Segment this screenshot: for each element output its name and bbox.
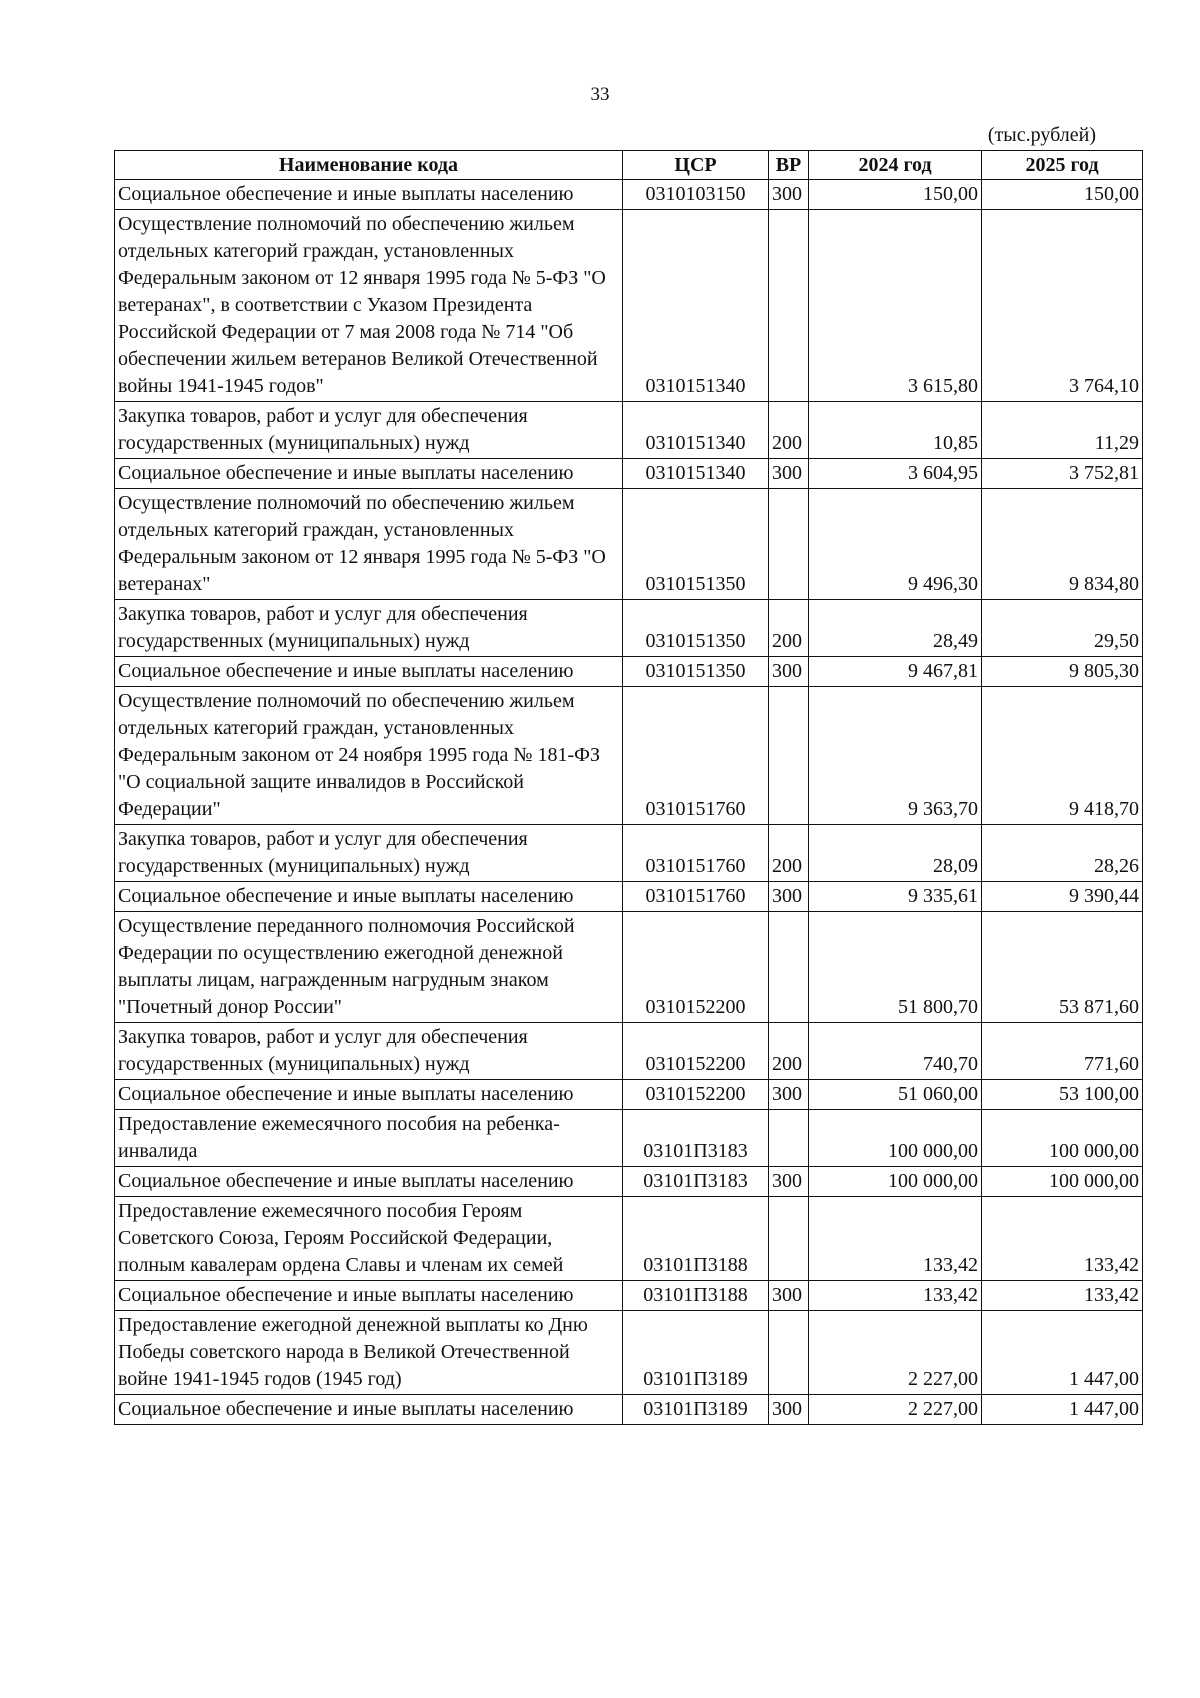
row-name: Социальное обеспечение и иные выплаты населению xyxy=(115,1395,623,1425)
row-csr: 0310152200 xyxy=(623,1023,769,1080)
row-vr: 300 xyxy=(769,657,809,687)
row-2025: 3 752,81 xyxy=(982,459,1143,489)
row-csr: 03101П3189 xyxy=(623,1395,769,1425)
units-label: (тыс.рублей) xyxy=(987,124,1096,146)
row-2024: 133,42 xyxy=(809,1197,982,1281)
row-csr: 03101П3183 xyxy=(623,1110,769,1167)
row-name: Социальное обеспечение и иные выплаты населению xyxy=(115,1167,623,1197)
row-2024: 2 227,00 xyxy=(809,1311,982,1395)
row-name: Социальное обеспечение и иные выплаты населению xyxy=(115,1080,623,1110)
header-vr: ВР xyxy=(769,151,809,180)
row-2025: 28,26 xyxy=(982,825,1143,882)
header-2024: 2024 год xyxy=(809,151,982,180)
row-vr xyxy=(769,1110,809,1167)
row-vr: 300 xyxy=(769,1080,809,1110)
row-2024: 51 060,00 xyxy=(809,1080,982,1110)
row-vr: 300 xyxy=(769,459,809,489)
row-csr: 03101П3188 xyxy=(623,1197,769,1281)
row-name: Предоставление ежемесячного пособия Героям Советского Союза, Героям Российской Федерации, полным кавалерам ордена Славы и членам их семей xyxy=(115,1197,623,1281)
table-row xyxy=(115,1167,1143,1197)
row-name: Закупка товаров, работ и услуг для обеспечения государственных (муниципальных) нужд xyxy=(115,1023,623,1080)
page-number: 33 xyxy=(590,84,610,105)
row-2024: 9 363,70 xyxy=(809,687,982,825)
row-vr xyxy=(769,1311,809,1395)
row-csr: 0310151340 xyxy=(623,402,769,459)
row-2025: 771,60 xyxy=(982,1023,1143,1080)
table-row xyxy=(115,825,1143,882)
row-2025: 100 000,00 xyxy=(982,1110,1143,1167)
row-vr: 300 xyxy=(769,882,809,912)
table-row xyxy=(115,210,1143,402)
row-vr: 300 xyxy=(769,1167,809,1197)
header-2025: 2025 год xyxy=(982,151,1143,180)
header-csr: ЦСР xyxy=(623,151,769,180)
row-2024: 9 467,81 xyxy=(809,657,982,687)
row-name: Социальное обеспечение и иные выплаты населению xyxy=(115,459,623,489)
row-csr: 0310103150 xyxy=(623,180,769,210)
row-name: Закупка товаров, работ и услуг для обеспечения государственных (муниципальных) нужд xyxy=(115,825,623,882)
row-2024: 3 604,95 xyxy=(809,459,982,489)
row-vr xyxy=(769,687,809,825)
row-2025: 53 100,00 xyxy=(982,1080,1143,1110)
row-vr xyxy=(769,489,809,600)
row-2024: 150,00 xyxy=(809,180,982,210)
row-vr: 300 xyxy=(769,1395,809,1425)
row-name: Социальное обеспечение и иные выплаты населению xyxy=(115,882,623,912)
row-name: Закупка товаров, работ и услуг для обеспечения государственных (муниципальных) нужд xyxy=(115,402,623,459)
row-2025: 150,00 xyxy=(982,180,1143,210)
row-vr xyxy=(769,210,809,402)
row-vr xyxy=(769,912,809,1023)
row-2024: 740,70 xyxy=(809,1023,982,1080)
header-name: Наименование кода xyxy=(115,151,623,180)
row-vr xyxy=(769,1197,809,1281)
row-csr: 0310152200 xyxy=(623,912,769,1023)
row-2024: 10,85 xyxy=(809,402,982,459)
row-name: Предоставление ежегодной денежной выплаты ко Дню Победы советского народа в Великой Отечественной войне 1941-1945 годов (1945 год) xyxy=(115,1311,623,1395)
row-2025: 100 000,00 xyxy=(982,1167,1143,1197)
table-row xyxy=(115,600,1143,657)
row-2024: 100 000,00 xyxy=(809,1167,982,1197)
row-2025: 133,42 xyxy=(982,1281,1143,1311)
row-name: Социальное обеспечение и иные выплаты населению xyxy=(115,180,623,210)
row-2025: 133,42 xyxy=(982,1197,1143,1281)
budget-table xyxy=(114,150,1143,1425)
table-row xyxy=(115,1197,1143,1281)
table-row xyxy=(115,657,1143,687)
table-row xyxy=(115,180,1143,210)
row-2024: 28,49 xyxy=(809,600,982,657)
row-2025: 11,29 xyxy=(982,402,1143,459)
row-2025: 1 447,00 xyxy=(982,1395,1143,1425)
row-2025: 29,50 xyxy=(982,600,1143,657)
row-2024: 51 800,70 xyxy=(809,912,982,1023)
row-csr: 0310151350 xyxy=(623,657,769,687)
row-csr: 03101П3183 xyxy=(623,1167,769,1197)
row-csr: 0310151340 xyxy=(623,210,769,402)
table-row xyxy=(115,402,1143,459)
table-row xyxy=(115,1080,1143,1110)
table-row xyxy=(115,1311,1143,1395)
row-2025: 9 418,70 xyxy=(982,687,1143,825)
table-row xyxy=(115,1395,1143,1425)
row-name: Социальное обеспечение и иные выплаты населению xyxy=(115,657,623,687)
table-row xyxy=(115,1281,1143,1311)
table-row xyxy=(115,459,1143,489)
row-name: Осуществление полномочий по обеспечению жильем отдельных категорий граждан, установленных Федеральным законом от 24 ноября 1995 года № 181-ФЗ "О социальной защите инвалидов в Российской Федерации" xyxy=(115,687,623,825)
table-header-row xyxy=(115,151,1143,180)
row-name: Осуществление полномочий по обеспечению жильем отдельных категорий граждан, установленных Федеральным законом от 12 января 1995 года № 5-ФЗ "О ветеранах" xyxy=(115,489,623,600)
table-row xyxy=(115,882,1143,912)
row-csr: 0310151340 xyxy=(623,459,769,489)
table-row xyxy=(115,1023,1143,1080)
row-vr: 200 xyxy=(769,825,809,882)
row-name: Предоставление ежемесячного пособия на ребенка-инвалида xyxy=(115,1110,623,1167)
row-2025: 53 871,60 xyxy=(982,912,1143,1023)
row-vr: 200 xyxy=(769,600,809,657)
row-vr: 300 xyxy=(769,1281,809,1311)
row-2025: 9 834,80 xyxy=(982,489,1143,600)
row-name: Закупка товаров, работ и услуг для обеспечения государственных (муниципальных) нужд xyxy=(115,600,623,657)
row-2025: 9 805,30 xyxy=(982,657,1143,687)
row-csr: 03101П3189 xyxy=(623,1311,769,1395)
row-2025: 9 390,44 xyxy=(982,882,1143,912)
row-2024: 9 496,30 xyxy=(809,489,982,600)
row-2024: 3 615,80 xyxy=(809,210,982,402)
table-row xyxy=(115,687,1143,825)
row-csr: 0310152200 xyxy=(623,1080,769,1110)
row-csr: 0310151350 xyxy=(623,489,769,600)
row-csr: 0310151760 xyxy=(623,687,769,825)
table-row xyxy=(115,912,1143,1023)
row-vr: 200 xyxy=(769,402,809,459)
row-csr: 03101П3188 xyxy=(623,1281,769,1311)
row-2024: 28,09 xyxy=(809,825,982,882)
row-name: Осуществление полномочий по обеспечению жильем отдельных категорий граждан, установленных Федеральным законом от 12 января 1995 года № 5-ФЗ "О ветеранах", в соответствии с Указом Президента Российской Федерации от 7 мая 2008 года № 714 "Об обеспечении жильем ветеранов Великой Отечественной войны 1941-1945 годов" xyxy=(115,210,623,402)
row-2025: 3 764,10 xyxy=(982,210,1143,402)
row-csr: 0310151350 xyxy=(623,600,769,657)
row-name: Осуществление переданного полномочия Российской Федерации по осуществлению ежегодной денежной выплаты лицам, награжденным нагрудным знаком "Почетный донор России" xyxy=(115,912,623,1023)
row-vr: 300 xyxy=(769,180,809,210)
row-2024: 9 335,61 xyxy=(809,882,982,912)
row-2024: 2 227,00 xyxy=(809,1395,982,1425)
row-vr: 200 xyxy=(769,1023,809,1080)
table-row xyxy=(115,489,1143,600)
row-name: Социальное обеспечение и иные выплаты населению xyxy=(115,1281,623,1311)
table-row xyxy=(115,1110,1143,1167)
row-2024: 100 000,00 xyxy=(809,1110,982,1167)
row-csr: 0310151760 xyxy=(623,882,769,912)
row-2025: 1 447,00 xyxy=(982,1311,1143,1395)
row-2024: 133,42 xyxy=(809,1281,982,1311)
row-csr: 0310151760 xyxy=(623,825,769,882)
